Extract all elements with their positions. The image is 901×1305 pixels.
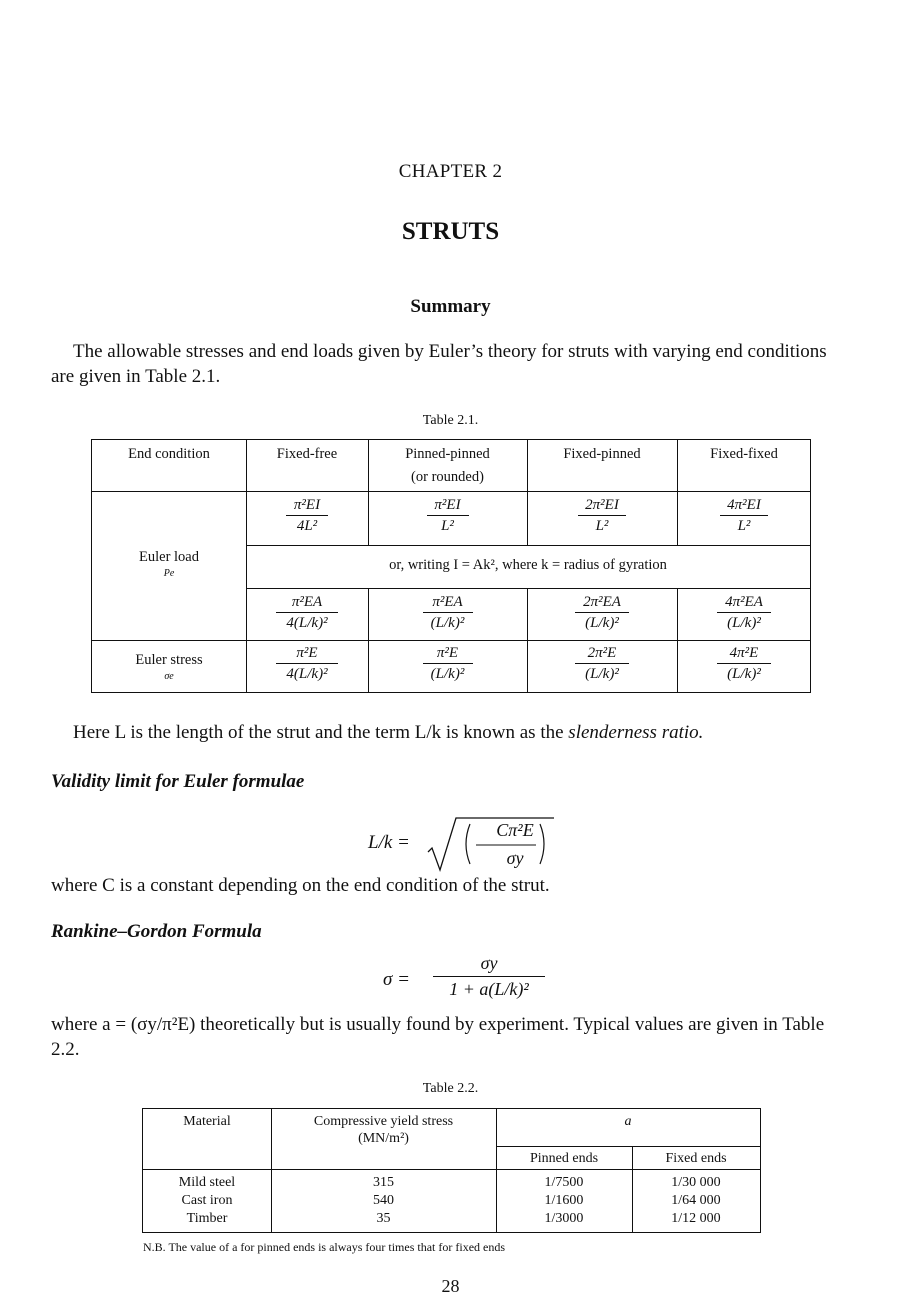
row-timber-material: Timber: [186, 1211, 228, 1226]
load-fixed-pinned-formula: 2π²EI L²: [527, 496, 677, 535]
table-footnote: N.B. The value of a for pinned ends is always four times that for fixed ends: [143, 1240, 506, 1254]
rankine-formula: σ = σy 1 + a(L/k)²: [383, 953, 563, 1003]
euler-stress-symbol: σe: [164, 671, 174, 682]
stress-fixed-fixed-formula: 4π²E (L/k)²: [677, 644, 811, 683]
row-cast-iron-material: Cast iron: [181, 1193, 233, 1208]
chapter-label: CHAPTER 2: [398, 161, 503, 182]
material-table: [142, 1108, 761, 1233]
euler-load-label: Euler load: [139, 549, 199, 565]
row-cast-iron-pinned: 1/1600: [544, 1193, 584, 1208]
page-title: STRUTS: [401, 218, 500, 245]
validity-heading: Validity limit for Euler formulae: [51, 771, 305, 792]
load-area-fixed-pinned-formula: 2π²EA (L/k)²: [527, 593, 677, 632]
row-mild-steel-pinned: 1/7500: [544, 1175, 584, 1190]
header-stress-unit: (MN/m²): [358, 1131, 409, 1146]
euler-table: [91, 439, 811, 693]
page-number: 28: [441, 1276, 460, 1296]
header-end-condition: End condition: [128, 446, 210, 462]
euler-load-symbol: Pe: [163, 568, 175, 579]
stress-pinned-pinned-formula: π²E (L/k)²: [368, 644, 527, 683]
load-area-fixed-free-formula: π²EA 4(L/k)²: [246, 593, 368, 632]
load-fixed-free-formula: π²EI 4L²: [246, 496, 368, 535]
load-pinned-pinned-formula: π²EI L²: [368, 496, 527, 535]
header-material: Material: [183, 1114, 231, 1129]
row-mild-steel-stress: 315: [373, 1175, 394, 1190]
table1-caption: Table 2.1.: [422, 413, 479, 428]
load-fixed-fixed-formula: 4π²EI L²: [677, 496, 811, 535]
header-fixed-pinned: Fixed-pinned: [563, 446, 641, 462]
row-cast-iron-stress: 540: [373, 1193, 394, 1208]
intro-paragraph: The allowable stresses and end loads given by Euler’s theory for struts with varying end conditions are given in Table 2.1.: [51, 341, 827, 387]
slenderness-paragraph: Here L is the length of the strut and the term L/k is known as the slenderness ratio.: [73, 722, 704, 743]
header-pinned-pinned: Pinned-pinned: [405, 446, 490, 462]
header-pinned-ends: Pinned ends: [529, 1151, 599, 1166]
validity-where: where C is a constant depending on the end condition of the strut.: [51, 875, 550, 896]
validity-formula: L/k = Cπ²E σy: [368, 814, 568, 874]
stress-fixed-pinned-formula: 2π²E (L/k)²: [527, 644, 677, 683]
row-cast-iron-fixed: 1/64 000: [671, 1193, 721, 1208]
load-area-pinned-pinned-formula: π²EA (L/k)²: [368, 593, 527, 632]
header-compressive-yield-stress: Compressive yield stress: [313, 1114, 454, 1129]
header-fixed-fixed: Fixed-fixed: [710, 446, 778, 462]
euler-stress-label: Euler stress: [135, 652, 203, 668]
rankine-where: where a = (σy/π²E) theoretically but is usually found by experiment. Typical values are given in Table 2.2.: [51, 1014, 825, 1060]
summary-heading: Summary: [410, 296, 491, 317]
stress-fixed-free-formula: π²E 4(L/k)²: [246, 644, 368, 683]
row-timber-stress: 35: [376, 1211, 391, 1226]
table2-caption: Table 2.2.: [422, 1081, 479, 1096]
row-mild-steel-material: Mild steel: [178, 1175, 236, 1190]
rankine-heading: Rankine–Gordon Formula: [51, 921, 262, 942]
row-mild-steel-fixed: 1/30 000: [671, 1175, 721, 1190]
header-a: a: [624, 1114, 632, 1129]
header-fixed-free: Fixed-free: [276, 446, 338, 462]
header-fixed-ends: Fixed ends: [665, 1151, 727, 1166]
load-area-fixed-fixed-formula: 4π²EA (L/k)²: [677, 593, 811, 632]
header-or-rounded: (or rounded): [411, 469, 484, 485]
or-writing-note: or, writing I = Ak², where k = radius of gyration: [389, 557, 667, 573]
row-timber-fixed: 1/12 000: [671, 1211, 721, 1226]
row-timber-pinned: 1/3000: [544, 1211, 584, 1226]
